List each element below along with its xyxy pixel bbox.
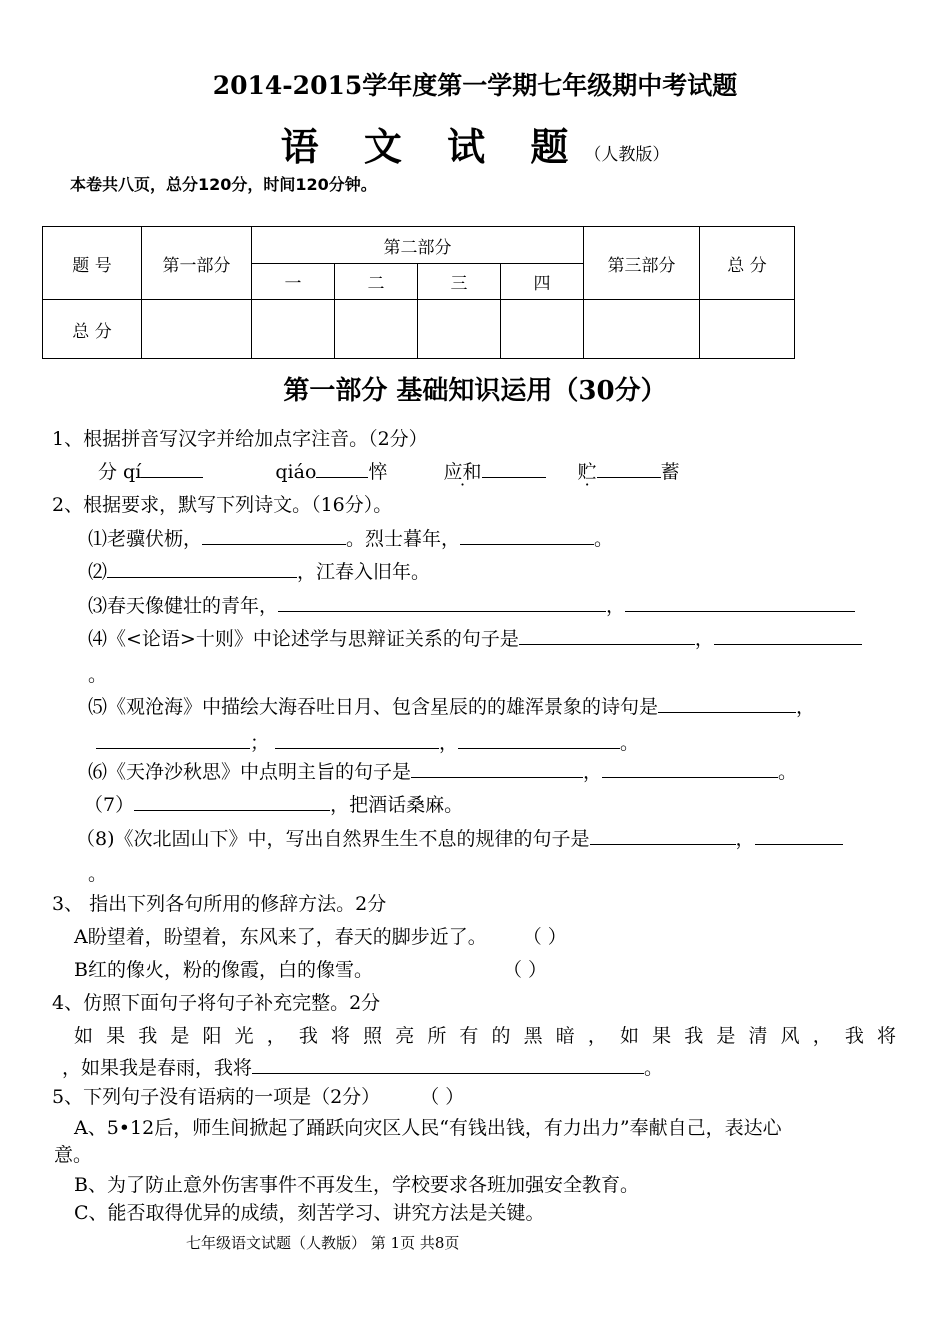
q1-d-after: 蓄 <box>660 461 680 483</box>
q1-d-blank[interactable] <box>597 457 661 478</box>
q2-item-5-cont <box>96 728 639 755</box>
q2-5-blank-d[interactable] <box>458 728 620 749</box>
q2-1-mid: 。烈士暮年， <box>346 528 461 550</box>
score-header-tihao: 题 号 <box>43 227 142 300</box>
q2-8-end: 。 <box>88 863 108 885</box>
q2-item-4 <box>88 624 862 651</box>
q2-3-text: ⑶春天像健壮的青年， <box>88 595 279 617</box>
q2-8-blank-b[interactable] <box>755 824 843 845</box>
q2-item-8 <box>76 824 843 851</box>
q3-option-b <box>74 955 547 982</box>
q1-b-pinyin: qiáo <box>275 461 317 483</box>
q2-item-2 <box>88 557 430 584</box>
score-header-part2: 第二部分 <box>252 227 584 264</box>
q2-stem: 2、根据要求，默写下列诗文。（16分）。 <box>52 494 393 516</box>
q2-2-text: ，江春入旧年。 <box>297 561 431 583</box>
score-cell-part1[interactable] <box>142 300 252 359</box>
exam-title: 2014-2015学年度第一学期七年级期中考试题 <box>212 71 738 100</box>
q2-4-blank-b[interactable] <box>714 624 862 645</box>
q2-8-blank-a[interactable] <box>590 824 736 845</box>
q3-stem: 3、 指出下列各句所用的修辞方法。2分 <box>52 893 387 915</box>
q1-a-blank[interactable] <box>141 457 203 478</box>
q2-3-blank-b[interactable] <box>625 591 855 612</box>
subject-name: 语 文 试 题 <box>280 124 585 169</box>
score-sub-3: 三 <box>418 264 501 300</box>
q1-b-after: 悴 <box>368 461 388 483</box>
q2-item-3 <box>88 591 855 618</box>
q2-6-blank-b[interactable] <box>602 757 778 778</box>
q5-option-a-cont: 意。 <box>54 1144 93 1166</box>
score-cell-part3[interactable] <box>584 300 700 359</box>
q2-3-blank-a[interactable] <box>278 591 606 612</box>
q4-line-2 <box>62 1053 663 1080</box>
q2-8-text: （8)《次北固山下》中，写出自然界生生不息的规律的句子是 <box>76 828 590 850</box>
score-table <box>42 226 795 359</box>
q2-6-blank-a[interactable] <box>411 757 583 778</box>
q5-stem-row <box>52 1082 464 1109</box>
score-cell-total[interactable] <box>700 300 795 359</box>
q2-item-5 <box>88 692 815 719</box>
q4-blank[interactable] <box>252 1053 644 1074</box>
q2-5-text: ⑸《观沧海》中描绘大海吞吐日月、包含星辰的的雄浑景象的诗句是 <box>88 696 659 718</box>
score-row-total-label: 总 分 <box>43 300 142 359</box>
q2-5-semi: ； <box>250 732 270 754</box>
subject-title <box>0 116 950 171</box>
q5-answer[interactable]: （ ） <box>420 1086 465 1108</box>
q2-5-end: 。 <box>620 732 640 754</box>
q4-stem: 4、仿照下面句子将句子补充完整。2分 <box>52 992 381 1014</box>
q2-4-text: ⑷《<论语>十则》中论述学与思辩证关系的句子是 <box>88 628 519 650</box>
q2-4-mid: ， <box>694 628 714 650</box>
score-cell-sub3[interactable] <box>418 300 501 359</box>
q4-line2-end: 。 <box>644 1057 664 1079</box>
q2-7-num: （7） <box>84 794 135 816</box>
q2-2-num: ⑵ <box>88 561 108 583</box>
q5-option-a: A、5•12后，师生间掀起了踊跃向灾区人民“有钱出钱，有力出力”奉献自己，表达心 <box>74 1117 782 1139</box>
q5-stem: 5、下列句子没有语病的一项是（2分） <box>52 1086 381 1108</box>
q2-5-blank-c[interactable] <box>275 728 439 749</box>
q2-item-7 <box>84 790 463 817</box>
q2-1-text: ⑴老骥伏枥， <box>88 528 203 550</box>
q1-c-text: 应和 <box>443 461 482 483</box>
q2-6-mid: ， <box>583 761 603 783</box>
q2-7-text: ，把酒话桑麻。 <box>330 794 464 816</box>
score-sub-1: 一 <box>252 264 335 300</box>
score-cell-sub1[interactable] <box>252 300 335 359</box>
q2-1-blank-a[interactable] <box>202 524 346 545</box>
q2-item-1 <box>88 524 613 551</box>
q3-a-text: A盼望着，盼望着，东风来了，春天的脚步近了。 <box>74 926 487 948</box>
q2-1-blank-b[interactable] <box>460 524 594 545</box>
q2-8-mid: ， <box>735 828 755 850</box>
q2-2-blank[interactable] <box>107 557 297 578</box>
section-heading: 第一部分 基础知识运用（30分） <box>283 376 667 406</box>
q2-4-end: 。 <box>88 664 108 686</box>
q2-item-6 <box>88 757 797 784</box>
q5-option-c: C、能否取得优异的成绩，刻苦学习、讲究方法是关键。 <box>74 1202 545 1224</box>
q3-b-text: B红的像火，粉的像霞，白的像雪。 <box>74 959 373 981</box>
q4-line2-text: ，如果我是春雨，我将 <box>62 1057 253 1079</box>
q5-option-b: B、为了防止意外伤害事件不再发生，学校要求各班加强安全教育。 <box>74 1174 639 1196</box>
score-cell-sub2[interactable] <box>335 300 418 359</box>
q1-c-blank[interactable] <box>482 457 546 478</box>
score-sub-4: 四 <box>501 264 584 300</box>
q2-4-blank-a[interactable] <box>519 624 695 645</box>
page-footer: 七年级语文试题（人教版） 第 1页 共8页 <box>186 1234 460 1252</box>
score-header-total: 总 分 <box>700 227 795 300</box>
q1-items <box>98 457 680 484</box>
score-sub-2: 二 <box>335 264 418 300</box>
q2-6-text: ⑹《天净沙秋思》中点明主旨的句子是 <box>88 761 412 783</box>
score-cell-sub4[interactable] <box>501 300 584 359</box>
q1-b-blank[interactable] <box>316 457 368 478</box>
edition-label: （人教版） <box>584 145 670 165</box>
q2-5-blank-b[interactable] <box>96 728 250 749</box>
q3-a-answer[interactable]: （ ） <box>522 926 567 948</box>
q4-line-1: 如果我是阳光，我将照亮所有的黑暗，如果我是清风，我将 <box>74 1025 896 1047</box>
q2-5-blank-a[interactable] <box>658 692 796 713</box>
q3-option-a <box>74 922 567 949</box>
q1-a-text: 分 qí <box>98 461 142 483</box>
q2-5-comma2: ， <box>439 732 459 754</box>
q1-d-text: 贮 <box>577 461 597 483</box>
score-header-part1: 第一部分 <box>142 227 252 300</box>
q2-7-blank[interactable] <box>134 790 330 811</box>
exam-intro: 本卷共八页，总分120分，时间120分钟。 <box>70 175 377 194</box>
q2-3-mid: ， <box>606 595 626 617</box>
q2-6-end: 。 <box>778 761 798 783</box>
q2-1-end: 。 <box>594 528 614 550</box>
q1-stem: 1、根据拼音写汉字并给加点字注音。（2分） <box>52 428 428 450</box>
score-header-part3: 第三部分 <box>584 227 700 300</box>
q3-b-answer[interactable]: （ ） <box>502 959 548 981</box>
q2-5-comma: ， <box>796 696 816 718</box>
